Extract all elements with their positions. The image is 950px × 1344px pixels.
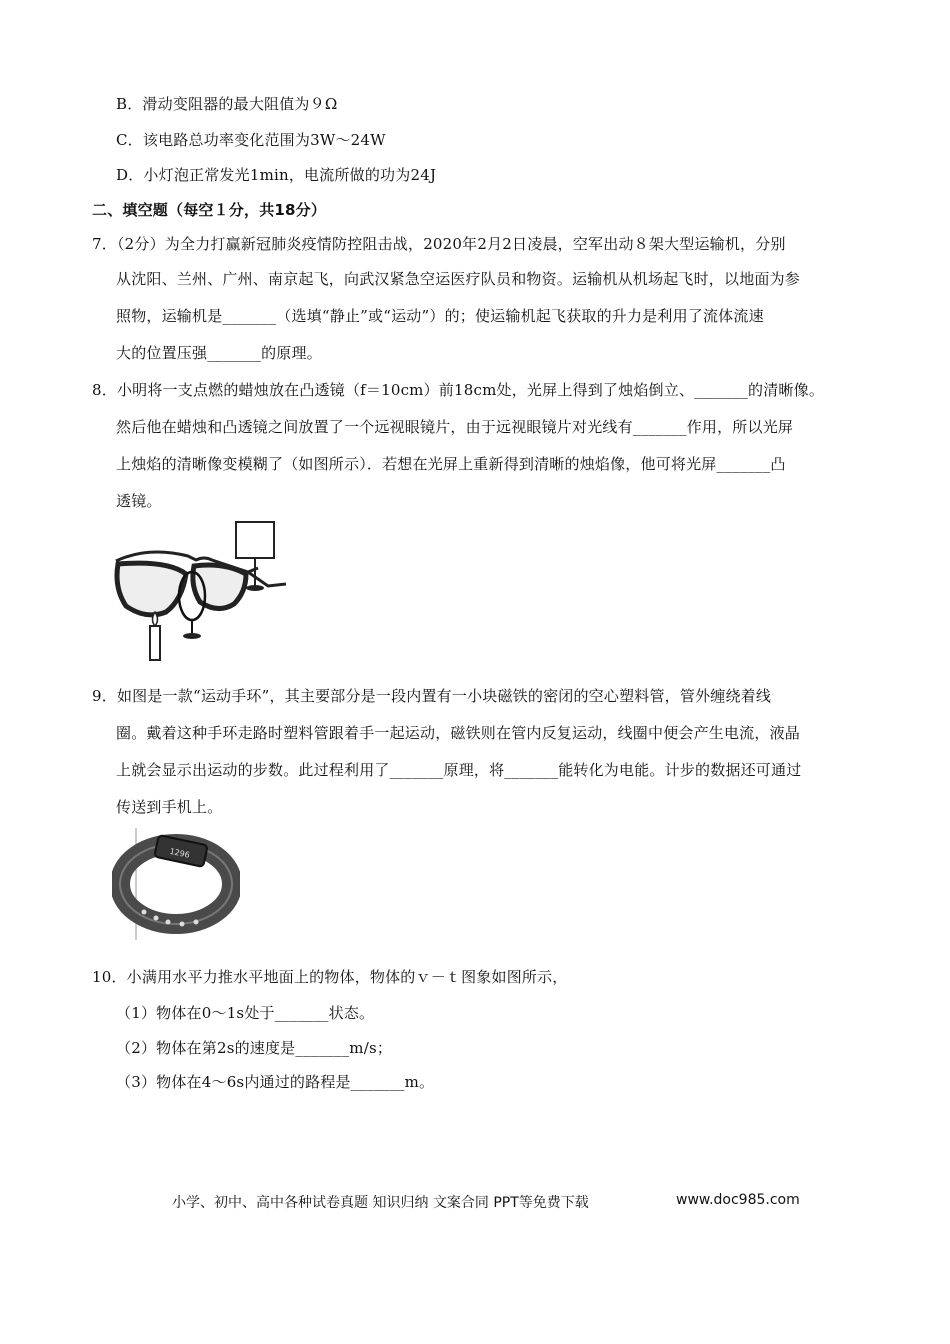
q9-line-3: 上就会显示出运动的步数。此过程利用了_______原理，将_______能转化为电能。计步的数据还可通过	[116, 761, 802, 779]
option-b: B．滑动变阻器的最大阻值为９Ω	[116, 95, 338, 113]
band-display-text: 1296	[168, 846, 191, 860]
footer-text: 小学、初中、高中各种试卷真题 知识归纳 文案合同 PPT等免费下载	[172, 1195, 589, 1211]
q9-line-4: 传送到手机上。	[116, 798, 223, 816]
fitness-band-figure	[112, 826, 240, 942]
glasses-left-lens	[117, 563, 186, 615]
q9-line-1: 9．如图是一款“运动手环”，其主要部分是一段内置有一小块磁铁的密闭的空心塑料管，管外缠绕着线	[92, 687, 772, 705]
q8-line-1: 8．小明将一支点燃的蜡烛放在凸透镜（f＝10cm）前18cm处，光屏上得到了烛焰倒立、_______的清晰像。	[92, 381, 825, 399]
q10-intro: 10．小满用水平力推水平地面上的物体，物体的ｖ－ｔ图象如图所示，	[92, 968, 568, 986]
q10-sub-1: （1）物体在0～1s处于_______状态。	[116, 1004, 375, 1022]
footer-link[interactable]: www.doc985.com	[676, 1192, 800, 1208]
q7-line-1: 7．（2分）为全力打赢新冠肺炎疫情防控阻击战，2020年2月2日凌晨，空军出动８架大型运输机，分别	[92, 235, 786, 253]
lens-experiment-figure	[108, 516, 298, 664]
q7-line-4: 大的位置压强_______的原理。	[116, 344, 322, 362]
light-screen	[236, 522, 274, 558]
q7-line-2: 从沈阳、兰州、广州、南京起飞，向武汉紧急空运医疗队员和物资。运输机从机场起飞时，以地面为参	[116, 270, 801, 288]
q10-sub-3: （3）物体在4～6s内通过的路程是_______m。	[116, 1073, 435, 1091]
q10-sub-2: （2）物体在第2s的速度是_______m/s；	[116, 1039, 393, 1057]
glasses-right-lens	[193, 565, 246, 609]
option-d: D．小灯泡正常发光1min，电流所做的功为24J	[116, 166, 437, 184]
q8-line-2: 然后他在蜡烛和凸透镜之间放置了一个远视眼镜片，由于远视眼镜片对光线有_______作用，所以光屏	[116, 418, 794, 436]
q8-line-3: 上烛焰的清晰像变模糊了（如图所示）．若想在光屏上重新得到清晰的烛焰像，他可将光屏_______凸	[116, 455, 786, 473]
candle	[150, 626, 160, 660]
q8-line-4: 透镜。	[116, 492, 162, 510]
candle-flame	[153, 612, 158, 626]
section-heading: 二、填空题（每空１分，共18分）	[92, 201, 327, 219]
option-c: C．该电路总功率变化范围为3W～24W	[116, 131, 386, 149]
q7-line-3: 照物，运输机是_______（选填“静止”或“运动”）的；使运输机起飞获取的升力是利用了流体流速	[116, 307, 764, 325]
q9-line-2: 圈。戴着这种手环走路时塑料管跟着手一起运动，磁铁则在管内反复运动，线圈中便会产生电流，液晶	[116, 724, 801, 742]
